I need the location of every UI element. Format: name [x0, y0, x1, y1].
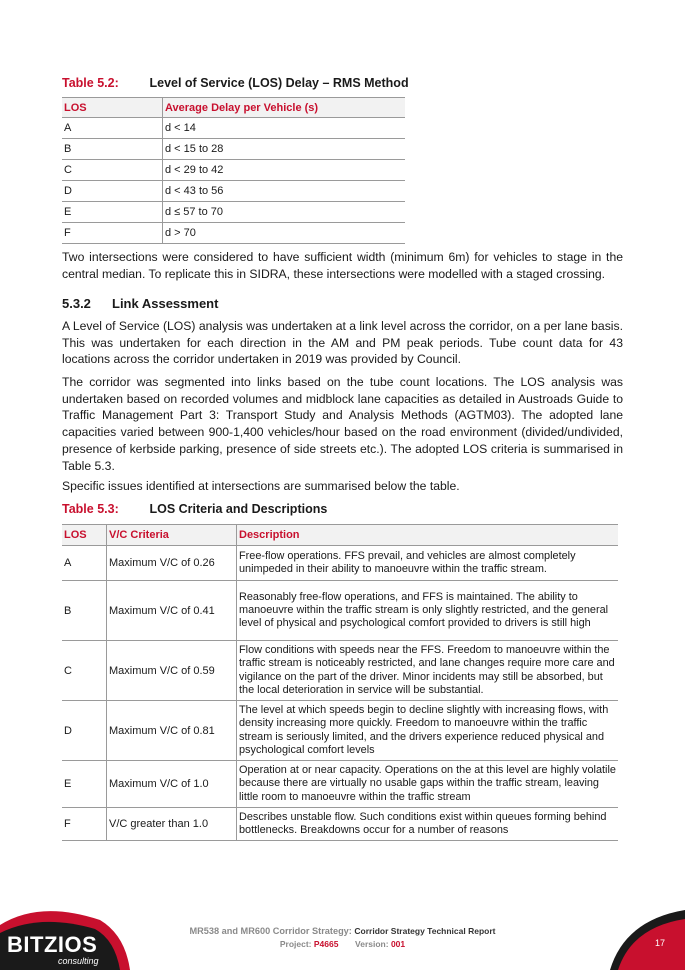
table-cell: A — [62, 118, 163, 139]
table-cell: B — [62, 581, 107, 641]
table-caption-number: Table 5.2: — [62, 76, 119, 90]
table-cell: Maximum V/C of 0.59 — [107, 641, 237, 701]
logo-wordmark: BITZIOS — [7, 932, 98, 957]
footer-project-label: Project: — [279, 939, 312, 949]
column-header: LOS — [62, 98, 163, 118]
table-cell: Free-flow operations. FFS prevail, and vehicles are almost completely unimpeded in their ability to manoeuvre within the traffic stream. — [237, 546, 619, 581]
footer-doc-title: MR538 and MR600 Corridor Strategy: — [189, 926, 352, 936]
table-5-3-caption — [62, 502, 327, 516]
table-cell: d < 43 to 56 — [163, 181, 406, 202]
table-row — [62, 581, 618, 641]
table-caption-title: LOS Criteria and Descriptions — [149, 502, 328, 516]
table-cell: E — [62, 202, 163, 223]
table-cell: D — [62, 181, 163, 202]
table-cell: Flow conditions with speeds near the FFS. Freedom to manoeuvre within the traffic stream is noticeably restricted, and lane changes require more care and vigilance on the part of the driver. Minor incidents may still be absorbed, but the local deterioration in service will be substantial. — [237, 641, 619, 701]
section-number: 5.3.2 — [62, 296, 91, 311]
los-delay-table — [62, 97, 405, 244]
table-cell: F — [62, 223, 163, 244]
table-row — [62, 118, 405, 139]
column-header: Average Delay per Vehicle (s) — [163, 98, 406, 118]
table-cell: Reasonably free-flow operations, and FFS is maintained. The ability to manoeuvre within the traffic stream is only slightly restricted, and the general level of physical and psychological comfort provided to drivers is still high — [237, 581, 619, 641]
page-corner-swoosh — [610, 905, 685, 970]
table-cell: Describes unstable flow. Such conditions exist within queues forming behind bottlenecks. Breakdowns occur for a number of reasons — [237, 808, 619, 841]
table-cell: Maximum V/C of 0.41 — [107, 581, 237, 641]
table-row — [62, 160, 405, 181]
table-cell: d < 29 to 42 — [163, 160, 406, 181]
table-cell: A — [62, 546, 107, 581]
paragraph-staged-crossing: Two intersections were considered to have sufficient width (minimum 6m) for vehicles to stage in the central median. To replicate this in SIDRA, these intersections were modelled with a staged crossing. — [62, 250, 623, 281]
page-number: 17 — [655, 938, 666, 948]
footer-version-label: Version: — [355, 939, 389, 949]
table-cell: d > 70 — [163, 223, 406, 244]
column-header: LOS — [62, 525, 107, 546]
table-cell: d ≤ 57 to 70 — [163, 202, 406, 223]
table-row — [62, 701, 618, 761]
table-caption-title: Level of Service (LOS) Delay – RMS Method — [149, 76, 409, 90]
paragraph-corridor-segmentation: The corridor was segmented into links based on the tube count locations. The LOS analysis was undertaken based on recorded volumes and midblock lane capacities as detailed in Austroads Guide to Traffic Management Part 3: Transport Study and Analysis Methods (AGTM03). The adopted lane capacities varied between 900-1,400 vehicles/hour based on the road environment (divided/undivided, presence of kerbside parking, presence of side streets etc.). The adopted LOS criteria is summarised in Table 5.3. — [62, 375, 623, 473]
table-cell: d < 15 to 28 — [163, 139, 406, 160]
footer-document-title — [0, 926, 685, 936]
section-title: Link Assessment — [112, 296, 219, 311]
table-cell: V/C greater than 1.0 — [107, 808, 237, 841]
los-criteria-table — [62, 524, 618, 841]
table-cell: B — [62, 139, 163, 160]
table-row — [62, 139, 405, 160]
column-header: V/C Criteria — [107, 525, 237, 546]
table-row — [62, 641, 618, 701]
table-cell: Maximum V/C of 0.26 — [107, 546, 237, 581]
table-cell: F — [62, 808, 107, 841]
table-5-2-caption — [62, 76, 409, 90]
table-caption-number: Table 5.3: — [62, 502, 119, 516]
table-row — [62, 808, 618, 841]
section-heading — [62, 296, 218, 311]
table-header-row — [62, 98, 405, 118]
table-cell: E — [62, 761, 107, 808]
table-cell: Maximum V/C of 1.0 — [107, 761, 237, 808]
table-cell: d < 14 — [163, 118, 406, 139]
footer-project-value: P4665 — [313, 939, 339, 949]
footer-version-value: 001 — [390, 939, 406, 949]
table-cell: The level at which speeds begin to decline slightly with increasing flows, with density increasing more quickly. Freedom to manoeuvre within the traffic stream is seriously limited, and the drivers experience reduced physical and psychological comfort levels — [237, 701, 619, 761]
logo-subtext: consulting — [58, 956, 99, 966]
table-row — [62, 761, 618, 808]
footer-project-version — [0, 939, 685, 949]
column-header: Description — [237, 525, 619, 546]
table-cell: D — [62, 701, 107, 761]
table-row — [62, 181, 405, 202]
table-cell: C — [62, 641, 107, 701]
table-header-row — [62, 525, 618, 546]
table-row — [62, 223, 405, 244]
table-row — [62, 202, 405, 223]
footer-doc-subtitle: Corridor Strategy Technical Report — [354, 926, 496, 936]
table-row — [62, 546, 618, 581]
table-cell: Maximum V/C of 0.81 — [107, 701, 237, 761]
table-cell: C — [62, 160, 163, 181]
paragraph-los-analysis: A Level of Service (LOS) analysis was undertaken at a link level across the corridor, on a per lane basis. This was undertaken for each direction in the AM and PM peak periods. Tube count data for 43 locations across the corridor undertaken in 2019 was provided by Council. — [62, 319, 623, 367]
table-cell: Operation at or near capacity. Operations on the at this level are highly volatile because there are virtually no usable gaps within the traffic stream, leaving little room to manoeuvre within the traffic stream — [237, 761, 619, 808]
paragraph-specific-issues: Specific issues identified at intersections are summarised below the table. — [62, 479, 460, 493]
